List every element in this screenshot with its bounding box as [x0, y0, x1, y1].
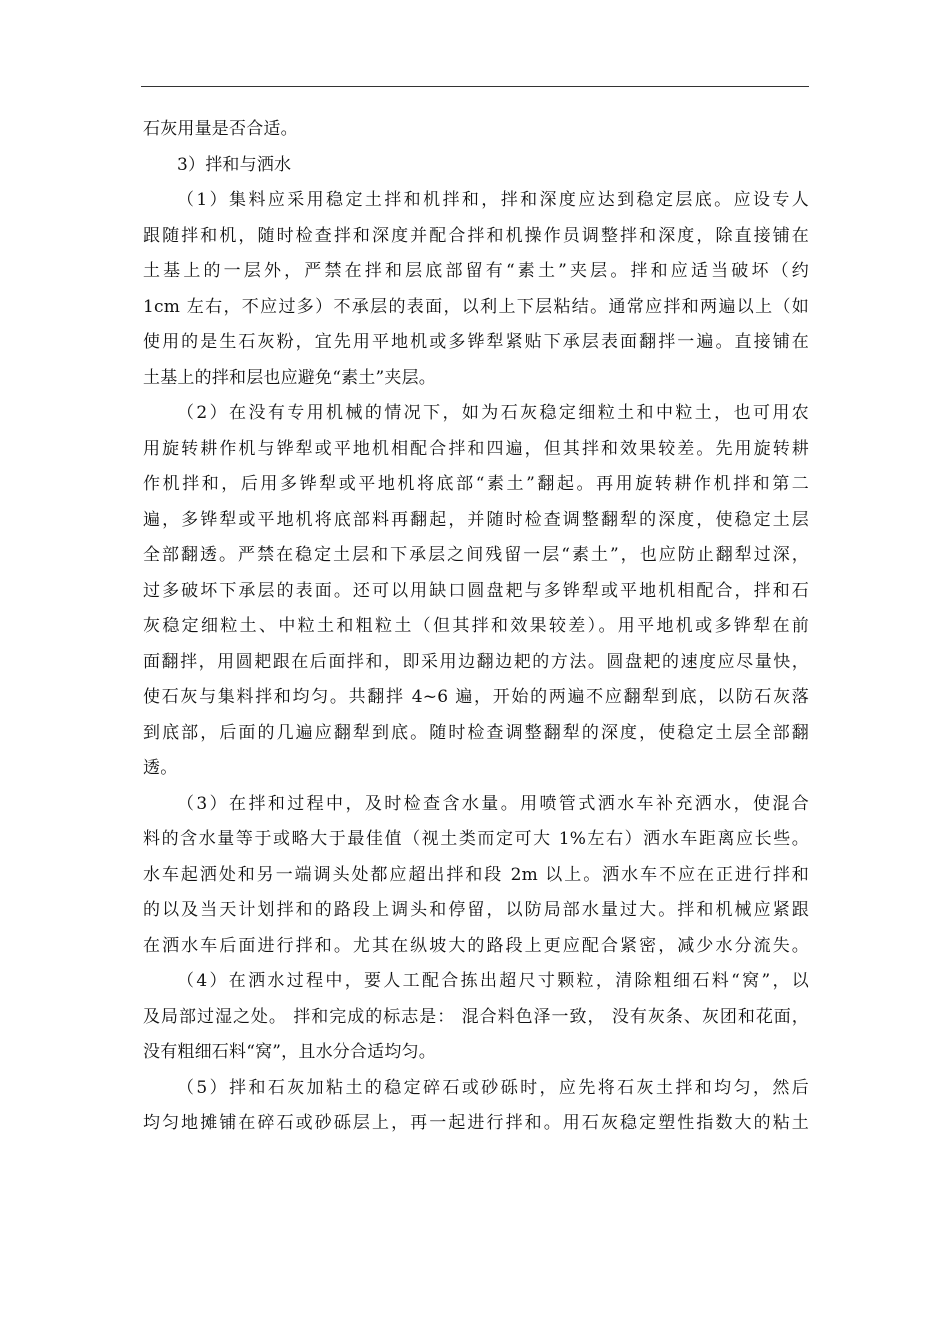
text-line: 土基上的拌和层也应避免“素土”夹层。	[143, 367, 436, 388]
text-line: 均匀地摊铺在碎石或砂砾层上，再一起进行拌和。用石灰稳定塑性指数大的粘土	[143, 1113, 809, 1133]
header-rule	[141, 86, 809, 87]
text-line: 过多破坏下承层的表面。还可以用缺口圆盘耙与多铧犁或平地机相配合，拌和石	[143, 580, 809, 601]
text-line: 跟随拌和机，随时检查拌和深度并配合拌和机操作员调整拌和深度，除直接铺在	[143, 225, 809, 246]
text-line: 在洒水车后面进行拌和。尤其在纵坡大的路段上更应配合紧密，减少水分流失。	[143, 935, 809, 956]
text-line: （1）集料应采用稳定土拌和机拌和，拌和深度应达到稳定层底。应设专人	[177, 190, 809, 210]
text-line: 透。	[143, 758, 178, 778]
text-line: （2）在没有专用机械的情况下，如为石灰稳定细粒土和中粒土，也可用农	[177, 403, 809, 423]
text-line: 水车起洒处和另一端调头处都应超出拌和段 2m 以上。洒水车不应在正进行拌和	[143, 864, 809, 885]
text-line: 1cm 左右，不应过多）不承层的表面，以利上下层粘结。通常应拌和两遍以上（如	[143, 296, 809, 317]
text-line: 土基上的一层外，严禁在拌和层底部留有“素土”夹层。拌和应适当破坏（约	[143, 261, 809, 281]
text-line: （4）在洒水过程中，要人工配合拣出超尺寸颗粒，清除粗细石料“窝”，以	[177, 971, 809, 991]
text-line: 灰稳定细粒土、中粒土和粗粒土（但其拌和效果较差）。用平地机或多铧犁在前	[143, 616, 809, 636]
text-line: 及局部过湿之处。 拌和完成的标志是： 混合料色泽一致， 没有灰条、灰团和花面，	[143, 1006, 809, 1027]
text-line: （5）拌和石灰加粘土的稳定碎石或砂砾时，应先将石灰土拌和均匀，然后	[177, 1077, 809, 1098]
text-line: 没有粗细石料“窝”，且水分合适均匀。	[143, 1042, 436, 1062]
text-line: 的以及当天计划拌和的路段上调头和停留，以防局部水量过大。拌和机械应紧跟	[143, 900, 809, 920]
text-line: 到底部，后面的几遍应翻犁到底。随时检查调整翻犁的深度，使稳定土层全部翻	[143, 722, 809, 743]
text-line: 作机拌和，后用多铧犁或平地机将底部“素土”翻起。再用旋转耕作机拌和第二	[143, 474, 809, 494]
text-line: 用旋转耕作机与铧犁或平地机相配合拌和四遍，但其拌和效果较差。先用旋转耕	[143, 438, 809, 459]
text-line: 使石灰与集料拌和均匀。共翻拌 4~6 遍，开始的两遍不应翻犁到底，以防石灰落	[143, 687, 809, 707]
text-line: （3）在拌和过程中，及时检查含水量。用喷管式洒水车补充洒水，使混合	[177, 793, 809, 814]
section-heading: 3）拌和与洒水	[177, 154, 292, 175]
text-line: 石灰用量是否合适。	[143, 119, 298, 139]
text-line: 使用的是生石灰粉，宜先用平地机或多铧犁紧贴下承层表面翻拌一遍。直接铺在	[143, 332, 809, 352]
text-line: 全部翻透。严禁在稳定土层和下承层之间残留一层“素土”，也应防止翻犁过深，	[143, 545, 809, 565]
document-body	[143, 112, 809, 1142]
text-line: 料的含水量等于或略大于最佳值（视土类而定可大 1%左右）洒水车距离应长些。	[143, 829, 809, 849]
text-line: 遍，多铧犁或平地机将底部料再翻起，并随时检查调整翻犁的深度，使稳定土层	[143, 509, 809, 530]
text-line: 面翻拌，用圆耙跟在后面拌和，即采用边翻边耙的方法。圆盘耙的速度应尽量快，	[143, 651, 809, 672]
